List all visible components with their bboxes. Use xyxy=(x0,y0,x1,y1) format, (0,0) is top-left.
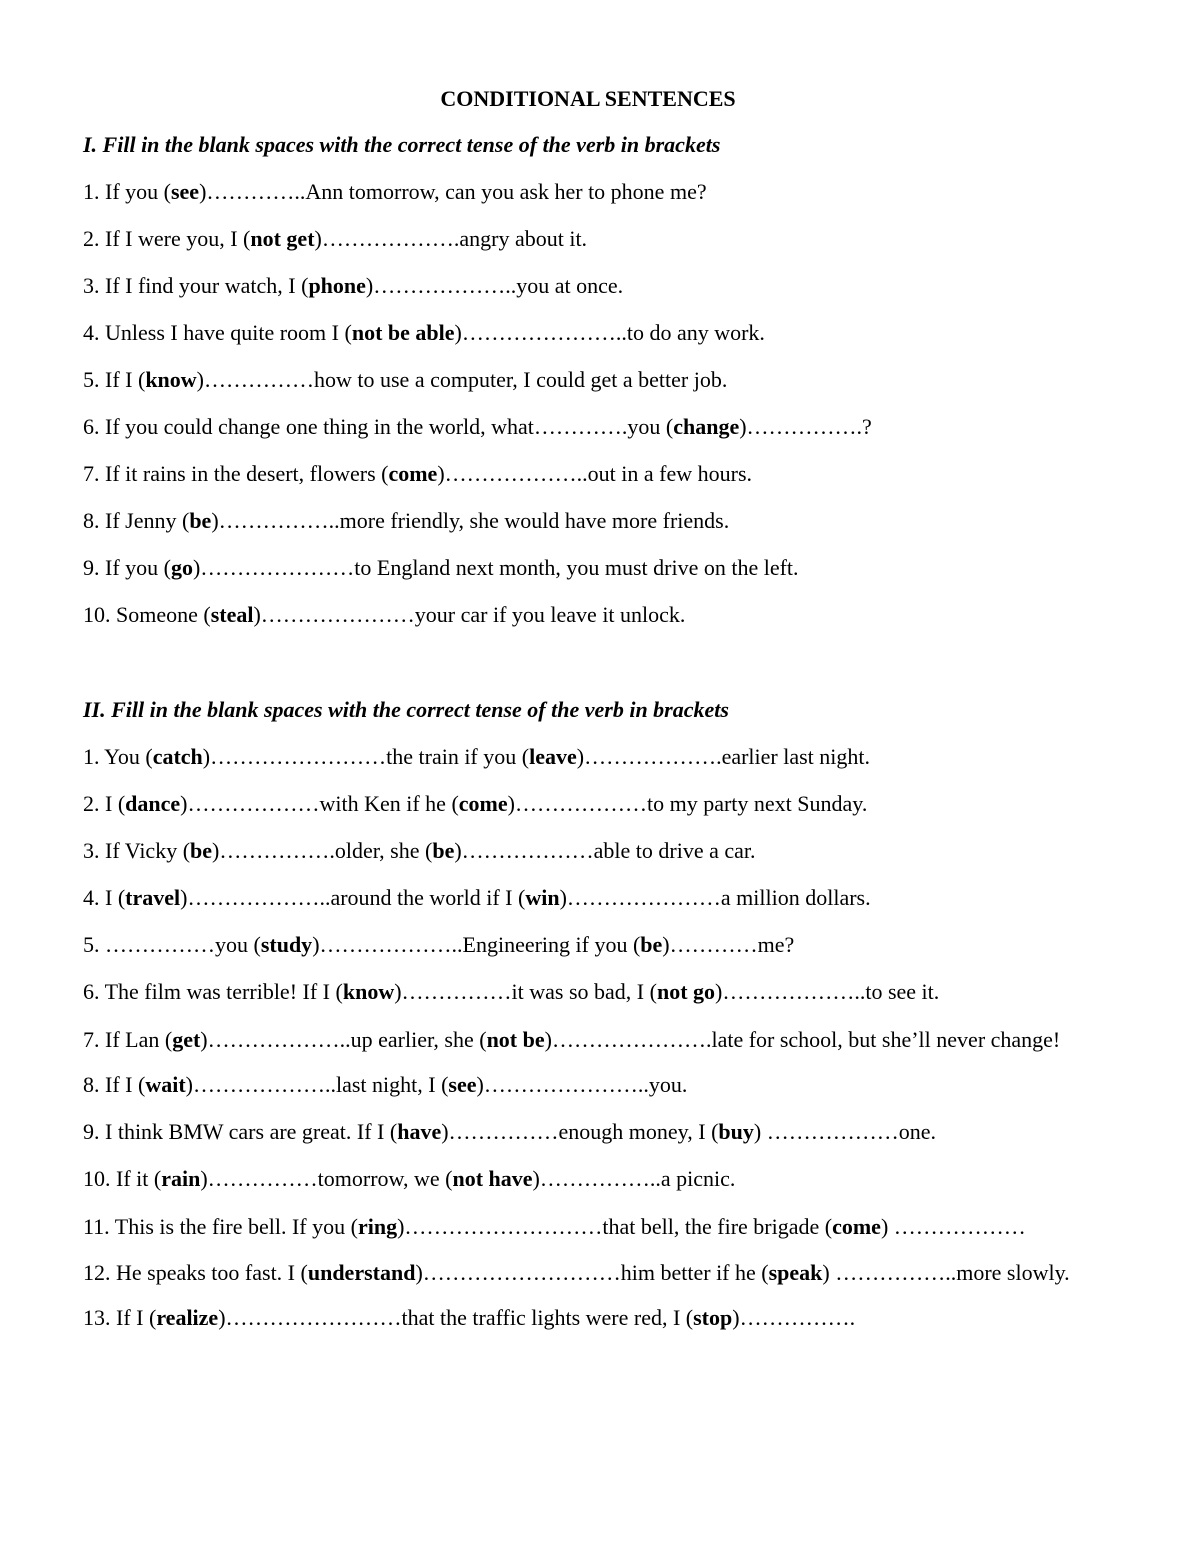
sentence-text: )………………..you at once. xyxy=(365,273,624,298)
sentence-text: 2. If I were you, I ( xyxy=(83,226,251,251)
sentence-text: 9. I think BMW cars are great. If I ( xyxy=(83,1119,398,1144)
sentence-text: )……………..more friendly, she would have more friends. xyxy=(211,508,730,533)
exercise-item xyxy=(83,1257,1093,1289)
verb-prompt: be xyxy=(190,838,213,863)
verb-prompt: leave xyxy=(529,744,577,769)
verb-prompt: have xyxy=(397,1119,442,1144)
verb-prompt: travel xyxy=(125,885,181,910)
sentence-text: 8. If Jenny ( xyxy=(83,508,190,533)
exercise-item xyxy=(83,1070,1093,1100)
exercise-item xyxy=(83,412,1093,442)
sentence-text: 6. The film was terrible! If I ( xyxy=(83,979,343,1004)
sentence-text: 4. Unless I have quite room I ( xyxy=(83,320,352,345)
exercise-item xyxy=(83,977,1093,1007)
verb-prompt: be xyxy=(432,838,455,863)
sentence-text: )………………to my party next Sunday. xyxy=(507,791,868,816)
exercise-item xyxy=(83,789,1093,819)
verb-prompt: get xyxy=(172,1027,201,1052)
section-2-list xyxy=(83,742,1093,1333)
sentence-text: 5. If I ( xyxy=(83,367,146,392)
sentence-text: )……………..a picnic. xyxy=(532,1166,736,1191)
exercise-item xyxy=(83,459,1093,489)
sentence-text: )…………………your car if you leave it unlock. xyxy=(253,602,686,627)
sentence-text: )…………………to England next month, you must drive on the left. xyxy=(192,555,799,580)
exercise-item xyxy=(83,883,1093,913)
verb-prompt: study xyxy=(260,932,313,957)
exercise-item xyxy=(83,836,1093,866)
sentence-text: )……………enough money, I ( xyxy=(441,1119,719,1144)
verb-prompt: wait xyxy=(145,1072,186,1097)
sentence-text: )…………………a million dollars. xyxy=(559,885,871,910)
worksheet-page xyxy=(83,84,1093,1350)
sentence-text: )………………..around the world if I ( xyxy=(180,885,526,910)
sentence-text: )………………..to see it. xyxy=(715,979,940,1004)
exercise-item xyxy=(83,1211,1093,1243)
section-spacer xyxy=(83,647,1093,695)
verb-prompt: rain xyxy=(161,1166,201,1191)
exercise-item xyxy=(83,1117,1093,1147)
section-1-list xyxy=(83,177,1093,630)
sentence-text: 7. If it rains in the desert, flowers ( xyxy=(83,461,389,486)
page-title: CONDITIONAL SENTENCES xyxy=(440,86,736,111)
verb-prompt: know xyxy=(342,979,395,1004)
verb-prompt: be xyxy=(189,508,212,533)
sentence-text: 7. If Lan ( xyxy=(83,1027,173,1052)
sentence-text: 10. If it ( xyxy=(83,1166,162,1191)
sentence-text: 1. If you ( xyxy=(83,179,171,204)
verb-prompt: change xyxy=(673,414,740,439)
sentence-text: ) ………………one. xyxy=(753,1119,936,1144)
verb-prompt: win xyxy=(525,885,560,910)
sentence-text: )………………..out in a few hours. xyxy=(437,461,753,486)
sentence-text: )………………..up earlier, she ( xyxy=(200,1027,487,1052)
verb-prompt: come xyxy=(388,461,438,486)
exercise-item xyxy=(83,553,1093,583)
sentence-text: )……………tomorrow, we ( xyxy=(200,1166,453,1191)
verb-prompt: phone xyxy=(308,273,366,298)
sentence-text: 1. You ( xyxy=(83,744,153,769)
section-2-heading: II. Fill in the blank spaces with the correct tense of the verb in brackets xyxy=(83,697,729,722)
verb-prompt: not be xyxy=(486,1027,545,1052)
sentence-text: 3. If I find your watch, I ( xyxy=(83,273,309,298)
sentence-text: 2. I ( xyxy=(83,791,126,816)
sentence-text: )……………….angry about it. xyxy=(314,226,588,251)
sentence-text: )………………able to drive a car. xyxy=(454,838,756,863)
sentence-text: )………………………him better if he ( xyxy=(415,1260,769,1285)
sentence-text: ) ……………… xyxy=(880,1214,1026,1239)
exercise-item xyxy=(83,506,1093,536)
exercise-item xyxy=(83,177,1093,207)
verb-prompt: come xyxy=(458,791,508,816)
verb-prompt: stop xyxy=(693,1305,733,1330)
verb-prompt: know xyxy=(145,367,197,392)
sentence-text: )………………..Engineering if you ( xyxy=(312,932,641,957)
exercise-item xyxy=(83,318,1093,348)
sentence-text: 3. If Vicky ( xyxy=(83,838,191,863)
verb-prompt: steal xyxy=(210,602,254,627)
verb-prompt: buy xyxy=(718,1119,754,1144)
exercise-item xyxy=(83,930,1093,960)
verb-prompt: come xyxy=(832,1214,881,1239)
verb-prompt: speak xyxy=(768,1260,823,1285)
sentence-text: )…………me? xyxy=(662,932,795,957)
verb-prompt: see xyxy=(170,179,200,204)
verb-prompt: catch xyxy=(152,744,203,769)
verb-prompt: dance xyxy=(125,791,181,816)
sentence-text: 13. If I ( xyxy=(83,1305,157,1330)
sentence-text: 4. I ( xyxy=(83,885,126,910)
sentence-text: 10. Someone ( xyxy=(83,602,211,627)
sentence-text: 11. This is the fire bell. If you ( xyxy=(83,1214,358,1239)
verb-prompt: not have xyxy=(452,1166,533,1191)
sentence-text: )………………with Ken if he ( xyxy=(180,791,459,816)
exercise-item xyxy=(83,600,1093,630)
sentence-text: 5. ……………you ( xyxy=(83,932,261,957)
sentence-text: )………………..last night, I ( xyxy=(185,1072,449,1097)
sentence-text: )…………………..to do any work. xyxy=(454,320,765,345)
exercise-item xyxy=(83,1164,1093,1194)
section-1-heading: I. Fill in the blank spaces with the correct tense of the verb in brackets xyxy=(83,132,721,157)
sentence-text: 8. If I ( xyxy=(83,1072,146,1097)
sentence-text: )…………………..you. xyxy=(476,1072,688,1097)
sentence-text: )…………..Ann tomorrow, can you ask her to phone me? xyxy=(199,179,707,204)
exercise-item xyxy=(83,742,1093,772)
exercise-item xyxy=(83,1024,1093,1056)
verb-prompt: not get xyxy=(250,226,315,251)
verb-prompt: be xyxy=(640,932,663,957)
sentence-text: )……………it was so bad, I ( xyxy=(394,979,657,1004)
sentence-text: )………………………that bell, the fire brigade ( xyxy=(397,1214,833,1239)
exercise-item xyxy=(83,271,1093,301)
sentence-text: )……………how to use a computer, I could get a better job. xyxy=(196,367,728,392)
verb-prompt: realize xyxy=(156,1305,219,1330)
sentence-text: )……………………that the traffic lights were red, I ( xyxy=(218,1305,694,1330)
sentence-text: )……………………the train if you ( xyxy=(202,744,530,769)
verb-prompt: see xyxy=(448,1072,477,1097)
sentence-text: 6. If you could change one thing in the world, what………….you ( xyxy=(83,414,674,439)
sentence-text: )……………. xyxy=(732,1305,856,1330)
sentence-text: )……………….earlier last night. xyxy=(576,744,871,769)
verb-prompt: ring xyxy=(357,1214,398,1239)
sentence-text: 9. If you ( xyxy=(83,555,171,580)
sentence-text: )…………….older, she ( xyxy=(212,838,433,863)
sentence-text: ) ……………..more slowly. xyxy=(822,1260,1070,1285)
sentence-text: 12. He speaks too fast. I ( xyxy=(83,1260,308,1285)
exercise-item xyxy=(83,224,1093,254)
exercise-item xyxy=(83,1303,1093,1333)
verb-prompt: understand xyxy=(307,1260,416,1285)
sentence-text: )…………….? xyxy=(739,414,872,439)
verb-prompt: not go xyxy=(656,979,716,1004)
exercise-item xyxy=(83,365,1093,395)
verb-prompt: not be able xyxy=(351,320,455,345)
verb-prompt: go xyxy=(170,555,193,580)
sentence-text: )………………….late for school, but she’ll never change! xyxy=(544,1027,1061,1052)
